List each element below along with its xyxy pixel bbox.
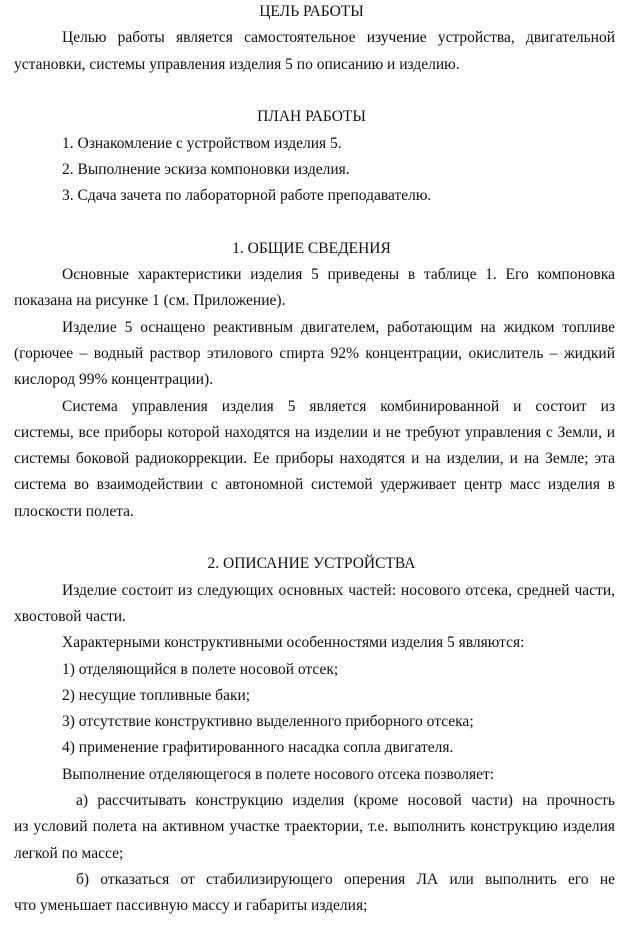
paragraph-line: Изделие состоит из следующих основных частей: носового отсека, средней части, [62, 581, 615, 599]
paragraph-line: Выполнение отделяющегося в полете носового отсека позволяет: [62, 765, 495, 783]
paragraph-line: кислород 99% концентрации). [14, 371, 214, 389]
paragraph-line: Характерными конструктивными особенностями изделия 5 являются: [62, 634, 525, 652]
paragraph-line: 1. Ознакомление с устройством изделия 5. [62, 134, 342, 152]
paragraph-line: Система управления изделия 5 является комбинированной и состоит из [62, 397, 615, 415]
paragraph-line: 4) применение графитированного насадка сопла двигателя. [62, 739, 454, 757]
section-heading: ЦЕЛЬ РАБОТЫ [259, 3, 364, 20]
paragraph-line: 2. Выполнение эскиза компоновки изделия. [62, 160, 350, 178]
paragraph-line: Целью работы является самостоятельное изучение устройства, двигательной [62, 29, 615, 47]
paragraph-line: что уменьшает пассивную массу и габариты изделия; [14, 897, 368, 915]
paragraph-line: 3) отсутствие конструктивно выделенного приборного отсека; [62, 713, 474, 731]
paragraph-line: б) отказаться от стабилизирующего оперения ЛА или выполнить его не [76, 870, 615, 888]
paragraph-line: 3. Сдача зачета по лабораторной работе преподавателю. [62, 187, 432, 205]
paragraph-line: Основные характеристики изделия 5 приведены в таблице 1. Его компоновка [62, 266, 615, 283]
section-heading: ПЛАН РАБОТЫ [257, 108, 366, 126]
paragraph-line: Изделие 5 оснащено реактивным двигателем, работающим на жидком топливе [62, 318, 615, 336]
section-heading: 2. ОПИСАНИЕ УСТРОЙСТВА [207, 555, 416, 573]
paragraph-line: а) рассчитывать конструкцию изделия (кроме носовой части) на прочность [76, 792, 615, 809]
paragraph-line: легкой по массе; [14, 844, 124, 862]
paragraph-line: из условий полета на активном участке траектории, т.е. выполнить конструкцию изделия [14, 818, 615, 836]
paragraph-line: системы боковой радиокоррекции. Ее приборы находятся и на изделии, и на Земле; эта [14, 450, 615, 468]
paragraph-line: 2) несущие топливные баки; [62, 686, 251, 704]
paragraph-line: хвостовой части. [14, 607, 126, 625]
paragraph-line: 1) отделяющийся в полете носовой отсек; [62, 660, 339, 678]
paragraph-line: установки, системы управления изделия 5 по описанию и изделию. [14, 55, 460, 73]
section-heading: 1. ОБЩИЕ СВЕДЕНИЯ [232, 239, 391, 257]
paragraph-line: плоскости полета. [14, 502, 134, 520]
paragraph-line: (горючее – водный раствор этилового спирта 92% концентрации, окислитель – жидкий [14, 344, 615, 362]
paragraph-line: система во взаимодействии с автономной системой удерживает центр масс изделия в [14, 476, 615, 494]
paragraph-line: системы, все приборы которой находятся на изделии и не требуют управления с Земли, и [14, 423, 615, 441]
paragraph-line: показана на рисунке 1 (см. Приложение). [14, 292, 286, 310]
